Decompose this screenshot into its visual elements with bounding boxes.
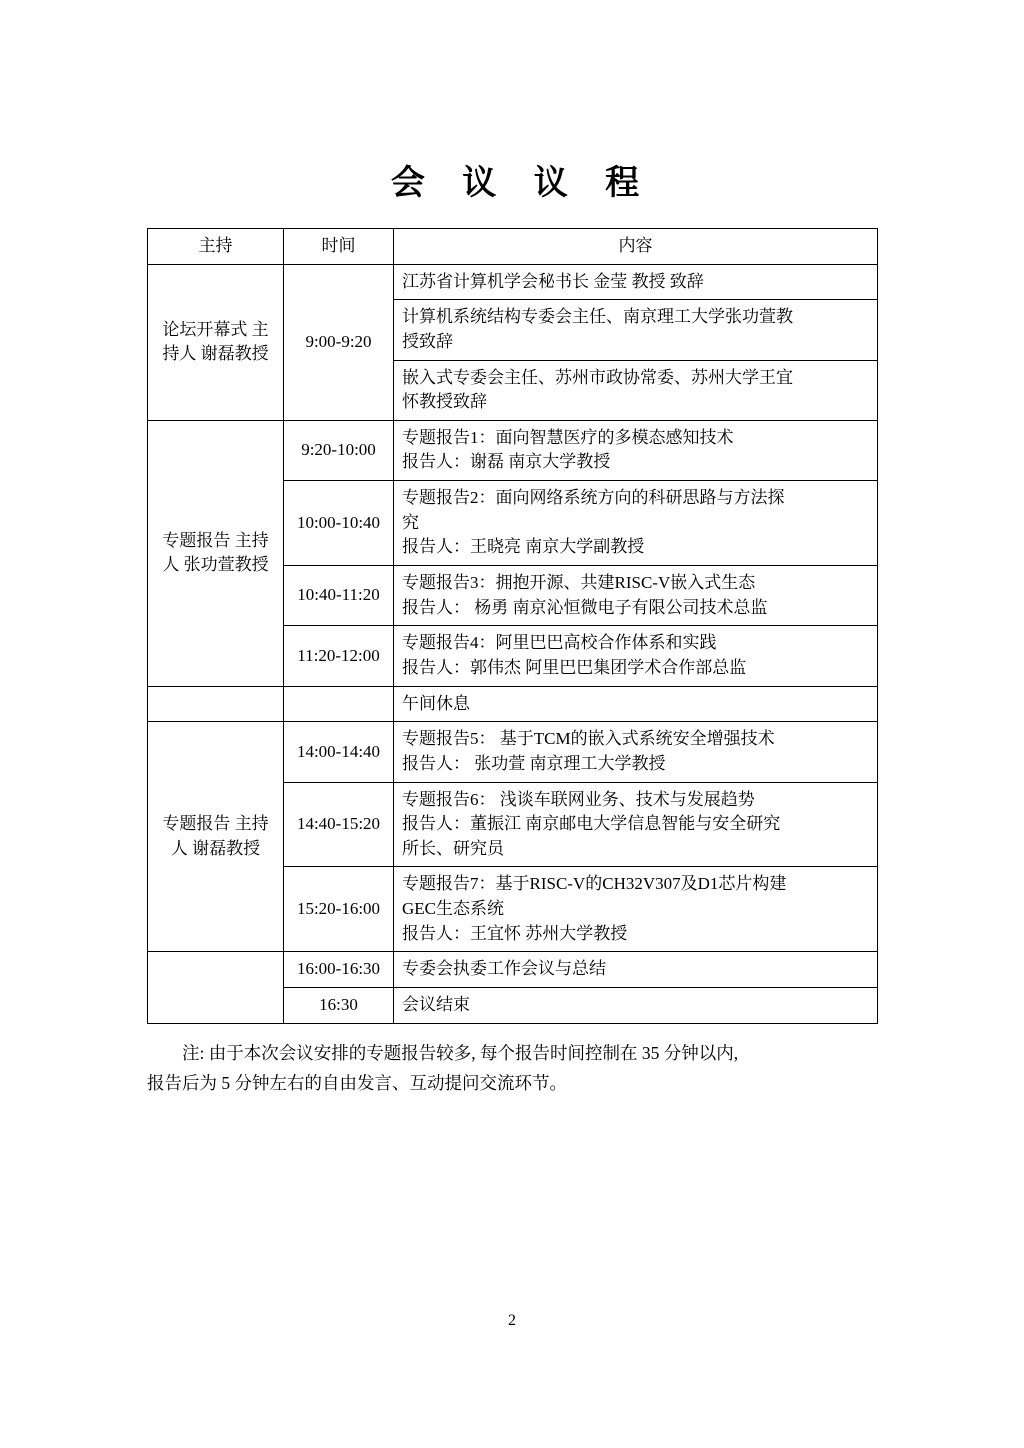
page-number: 2 [508, 1312, 516, 1329]
content-cell: 专题报告3：拥抱开源、共建RISC-V嵌入式生态 报告人： 杨勇 南京沁恒微电子有限公司技术总监 [394, 566, 878, 626]
agenda-note [147, 1038, 877, 1099]
page-title: 会 议 议 程 [390, 164, 654, 202]
table-row [148, 264, 878, 300]
table-row [148, 722, 878, 782]
table-body [148, 264, 878, 1023]
column-header-content: 内容 [394, 229, 878, 265]
time-cell: 14:00-14:40 [284, 722, 394, 782]
content-cell: 计算机系统结构专委会主任、南京理工大学张功萱教 授致辞 [394, 300, 878, 360]
content-cell: 专题报告4：阿里巴巴高校合作体系和实践 报告人：郭伟杰 阿里巴巴集团学术合作部总监 [394, 626, 878, 686]
time-cell: 10:40-11:20 [284, 566, 394, 626]
column-header-time: 时间 [284, 229, 394, 265]
content-cell: 会议结束 [394, 988, 878, 1024]
table-header-row [148, 229, 878, 265]
table-row [148, 952, 878, 988]
table-row-lunch [148, 686, 878, 722]
content-cell: 午间休息 [394, 686, 878, 722]
note-line-2: 报告后为 5 分钟左右的自由发言、互动提问交流环节。 [147, 1073, 567, 1094]
host-cell-afternoon: 专题报告 主持人 谢磊教授 [148, 722, 284, 952]
content-cell: 专题报告1：面向智慧医疗的多模态感知技术 报告人：谢磊 南京大学教授 [394, 420, 878, 480]
agenda-table [147, 228, 878, 1024]
host-cell-morning: 专题报告 主持人 张功萱教授 [148, 420, 284, 686]
content-cell: 江苏省计算机学会秘书长 金莹 教授 致辞 [394, 264, 878, 300]
note-line-1: 注: 由于本次会议安排的专题报告较多, 每个报告时间控制在 35 分钟以内, [182, 1042, 739, 1063]
column-header-host: 主持 [148, 229, 284, 265]
host-cell-opening: 论坛开幕式 主持人 谢磊教授 [148, 264, 284, 420]
time-cell: 10:00-10:40 [284, 481, 394, 566]
time-cell: 11:20-12:00 [284, 626, 394, 686]
content-cell: 专题报告5： 基于TCM的嵌入式系统安全增强技术 报告人： 张功萱 南京理工大学教授 [394, 722, 878, 782]
time-cell: 15:20-16:00 [284, 867, 394, 952]
time-cell: 14:40-15:20 [284, 782, 394, 867]
host-cell-empty [148, 686, 284, 722]
table-header [148, 229, 878, 265]
content-cell: 专委会执委工作会议与总结 [394, 952, 878, 988]
content-cell: 专题报告7：基于RISC-V的CH32V307及D1芯片构建 GEC生态系统 报告人：王宜怀 苏州大学教授 [394, 867, 878, 952]
time-cell: 16:00-16:30 [284, 952, 394, 988]
content-cell: 专题报告6： 浅谈车联网业务、技术与发展趋势 报告人：董振江 南京邮电大学信息智能与安全研究 所长、研究员 [394, 782, 878, 867]
content-cell: 专题报告2：面向网络系统方向的科研思路与方法探 究 报告人：王晓亮 南京大学副教授 [394, 481, 878, 566]
agenda-table-wrapper [147, 228, 877, 1024]
time-cell-empty [284, 686, 394, 722]
time-cell: 9:00-9:20 [284, 264, 394, 420]
time-cell: 16:30 [284, 988, 394, 1024]
host-cell-empty [148, 952, 284, 1023]
content-cell: 嵌入式专委会主任、苏州市政协常委、苏州大学王宜 怀教授致辞 [394, 360, 878, 420]
time-cell: 9:20-10:00 [284, 420, 394, 480]
table-row [148, 420, 878, 480]
